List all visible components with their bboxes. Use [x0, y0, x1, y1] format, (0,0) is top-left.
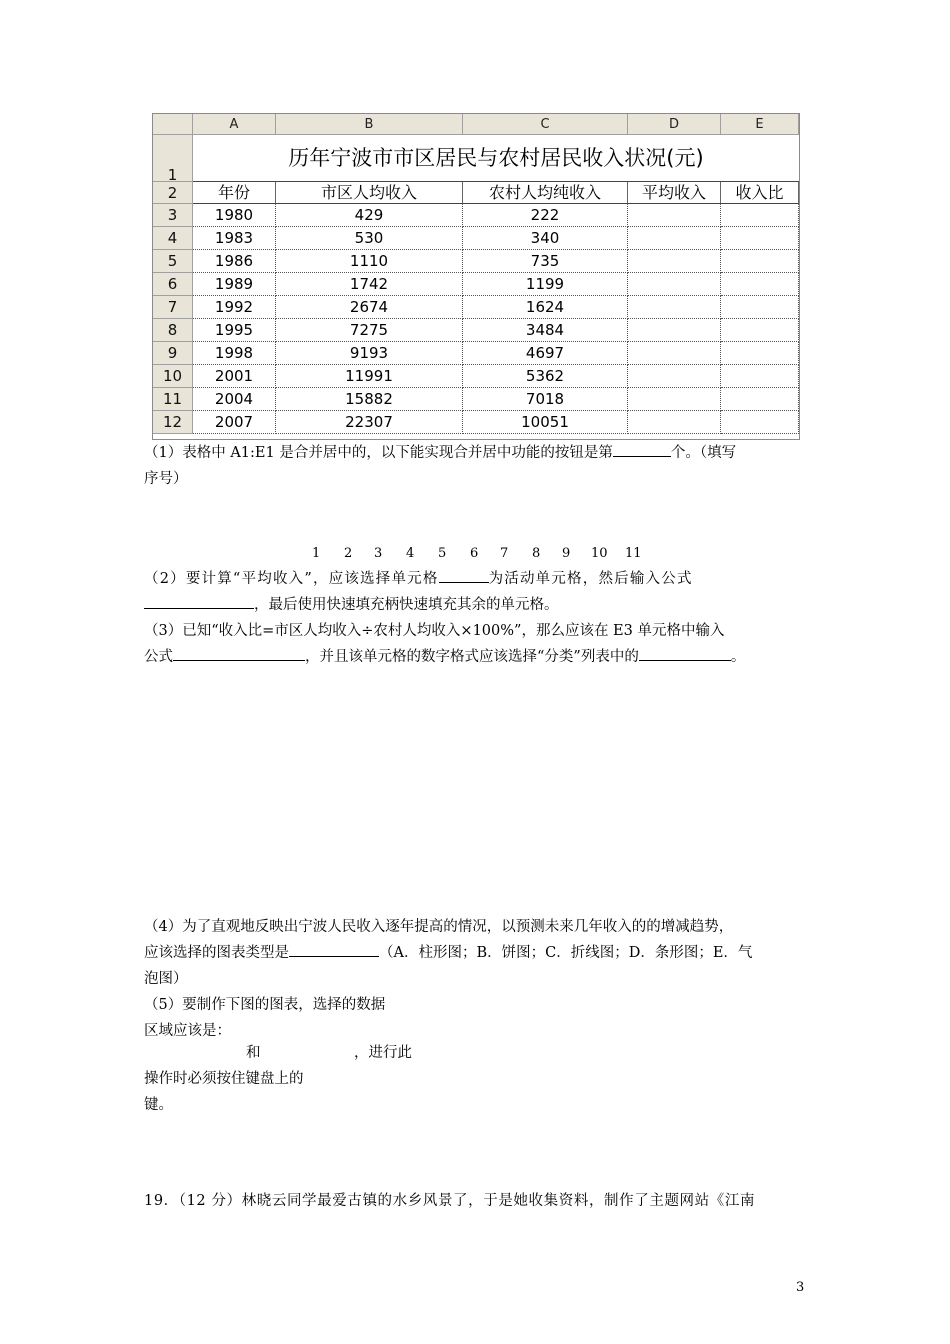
table-cell[interactable] — [721, 365, 799, 388]
table-cell[interactable]: 7018 — [463, 388, 628, 411]
table-cell[interactable]: 735 — [463, 250, 628, 273]
question-2-line-2: ，最后使用快速填充柄快速填充其余的单元格。 — [144, 592, 809, 618]
question-5-continuation: ，进行此 — [354, 1045, 412, 1061]
header-cell[interactable]: 市区人均收入 — [276, 182, 463, 204]
table-cell[interactable]: 1995 — [193, 319, 276, 342]
table-cell[interactable]: 2674 — [276, 296, 463, 319]
question-2-line-1: （2）要计算“平均收入”，应该选择单元格 为活动单元格，然后输入公式 — [144, 566, 809, 592]
table-cell[interactable]: 1989 — [193, 273, 276, 296]
table-cell[interactable] — [721, 319, 799, 342]
table-cell[interactable]: 1624 — [463, 296, 628, 319]
answer-blank — [613, 441, 671, 457]
button-number: 6 — [470, 546, 479, 561]
question-1-line-2: 序号） — [144, 471, 188, 487]
question-1-line-1: （1）表格中 A1:E1 是合并居中的，以下能实现合并居中功能的按钮是第 个。（填写 — [144, 440, 809, 466]
table-cell[interactable]: 1199 — [463, 273, 628, 296]
answer-blank — [639, 645, 731, 661]
column-header-d[interactable]: D — [628, 114, 721, 135]
row-header-4[interactable]: 4 — [153, 227, 193, 250]
table-cell[interactable] — [721, 273, 799, 296]
row-header-5[interactable]: 5 — [153, 250, 193, 273]
row-header-2[interactable]: 2 — [153, 182, 193, 204]
table-cell[interactable]: 5362 — [463, 365, 628, 388]
question-4-line-3: 泡图） — [144, 971, 188, 987]
button-number: 9 — [562, 546, 571, 561]
table-cell[interactable] — [721, 204, 799, 227]
answer-blank — [289, 941, 379, 957]
table-cell[interactable]: 11991 — [276, 365, 463, 388]
table-cell[interactable] — [628, 388, 721, 411]
answer-blank — [439, 567, 489, 583]
page-number: 3 — [796, 1280, 805, 1295]
table-cell[interactable]: 1742 — [276, 273, 463, 296]
row-header-7[interactable]: 7 — [153, 296, 193, 319]
button-number: 7 — [500, 546, 509, 561]
table-cell[interactable]: 2004 — [193, 388, 276, 411]
table-cell[interactable]: 7275 — [276, 319, 463, 342]
row-header-8[interactable]: 8 — [153, 319, 193, 342]
table-cell[interactable]: 1986 — [193, 250, 276, 273]
button-number: 2 — [344, 546, 353, 561]
row-header-12[interactable]: 12 — [153, 411, 193, 434]
spreadsheet-screenshot — [152, 113, 800, 440]
table-cell[interactable]: 2007 — [193, 411, 276, 434]
button-number: 10 — [591, 546, 608, 561]
select-all-corner[interactable] — [153, 114, 193, 135]
header-cell[interactable]: 平均收入 — [628, 182, 721, 204]
table-cell[interactable]: 2001 — [193, 365, 276, 388]
question-3-line-1: （3）已知“收入比=市区人均收入÷农村人均收入×100%”，那么应该在 E3 单元格中输入 — [144, 623, 725, 639]
table-cell[interactable] — [628, 204, 721, 227]
answer-blank — [144, 593, 254, 609]
question-4-line-1: （4）为了直观地反映出宁波人民收入逐年提高的情况，以预测未来几年收入的的增减趋势， — [144, 919, 734, 935]
row-header-10[interactable]: 10 — [153, 365, 193, 388]
table-cell[interactable] — [721, 250, 799, 273]
table-cell[interactable] — [721, 411, 799, 434]
table-cell[interactable] — [628, 273, 721, 296]
table-cell[interactable] — [721, 388, 799, 411]
table-cell[interactable] — [628, 411, 721, 434]
question-19: 19．（12 分）林晓云同学最爱古镇的水乡风景了，于是她收集资料，制作了主题网站《江南 — [144, 1193, 756, 1209]
button-number: 11 — [625, 546, 642, 561]
table-cell[interactable]: 9193 — [276, 342, 463, 365]
header-cell[interactable]: 农村人均纯收入 — [463, 182, 628, 204]
table-cell[interactable]: 22307 — [276, 411, 463, 434]
table-cell[interactable] — [628, 365, 721, 388]
table-cell[interactable]: 340 — [463, 227, 628, 250]
table-cell[interactable]: 222 — [463, 204, 628, 227]
table-cell[interactable]: 429 — [276, 204, 463, 227]
column-header-b[interactable]: B — [276, 114, 463, 135]
table-cell[interactable]: 1983 — [193, 227, 276, 250]
row-header-11[interactable]: 11 — [153, 388, 193, 411]
column-header-c[interactable]: C — [463, 114, 628, 135]
question-3-line-2: 公式 ，并且该单元格的数字格式应该选择“分类”列表中的 。 — [144, 644, 809, 670]
table-cell[interactable] — [628, 250, 721, 273]
table-cell[interactable]: 1998 — [193, 342, 276, 365]
row-header-1[interactable]: 1 — [153, 135, 193, 182]
header-cell[interactable]: 收入比 — [721, 182, 799, 204]
table-cell[interactable]: 4697 — [463, 342, 628, 365]
table-cell[interactable]: 1110 — [276, 250, 463, 273]
table-cell[interactable]: 1992 — [193, 296, 276, 319]
row-header-6[interactable]: 6 — [153, 273, 193, 296]
table-cell[interactable]: 15882 — [276, 388, 463, 411]
button-number: 4 — [406, 546, 415, 561]
table-cell[interactable] — [721, 296, 799, 319]
question-4-line-2: 应该选择的图表类型是 （A．柱形图；B．饼图；C．折线图；D．条形图；E．气 — [144, 940, 809, 966]
table-cell[interactable]: 1980 — [193, 204, 276, 227]
table-cell[interactable]: 10051 — [463, 411, 628, 434]
column-header-a[interactable]: A — [193, 114, 276, 135]
question-5-line-4: 操作时必须按住键盘上的 — [144, 1071, 304, 1087]
table-cell[interactable] — [628, 342, 721, 365]
table-cell[interactable] — [721, 227, 799, 250]
question-5-line-5: 键。 — [144, 1097, 173, 1113]
button-number: 8 — [532, 546, 541, 561]
question-5-and: 和 — [246, 1045, 261, 1061]
answer-blank — [173, 645, 305, 661]
merged-title-cell[interactable]: 历年宁波市市区居民与农村居民收入状况(元) — [193, 135, 799, 182]
button-number: 5 — [438, 546, 447, 561]
table-cell[interactable]: 530 — [276, 227, 463, 250]
table-cell[interactable] — [721, 342, 799, 365]
button-number: 3 — [374, 546, 383, 561]
button-number: 1 — [312, 546, 321, 561]
row-header-3[interactable]: 3 — [153, 204, 193, 227]
table-cell[interactable]: 3484 — [463, 319, 628, 342]
question-5-line-1: （5）要制作下图的图表，选择的数据 — [144, 997, 386, 1013]
table-cell[interactable] — [628, 296, 721, 319]
question-5-line-2: 区域应该是： — [144, 1023, 231, 1039]
table-cell[interactable] — [628, 227, 721, 250]
row-header-9[interactable]: 9 — [153, 342, 193, 365]
column-header-e[interactable]: E — [721, 114, 799, 135]
table-cell[interactable] — [628, 319, 721, 342]
header-cell[interactable]: 年份 — [193, 182, 276, 204]
